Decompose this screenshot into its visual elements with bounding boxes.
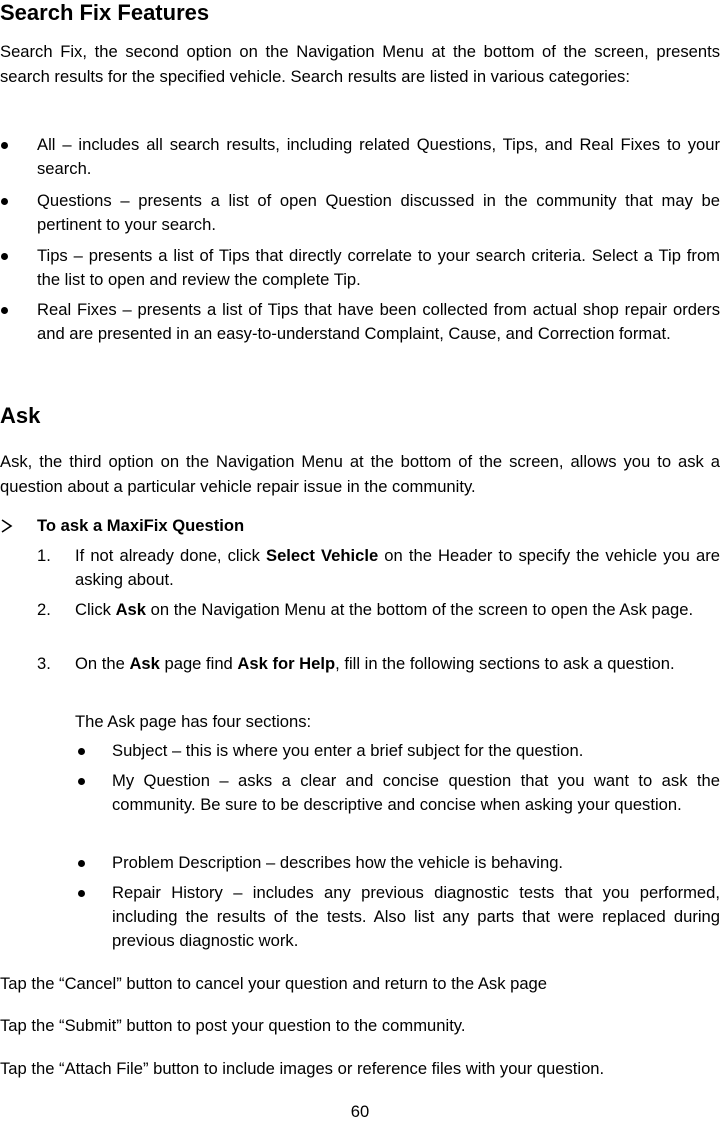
- section-text: Repair History – includes any previous diagnostic tests that you performed, including the results of the tests. Also list any parts that were replaced during previous diagnostic work.: [112, 883, 720, 950]
- bullet-icon: [1, 142, 8, 149]
- arrow-bullet-icon: [0, 514, 14, 538]
- attach-file-note: Tap the “Attach File” button to include images or reference files with your question.: [0, 1059, 605, 1078]
- bullet-icon: [78, 778, 85, 785]
- cancel-note: Tap the “Cancel” button to cancel your question and return to the Ask page: [0, 974, 548, 993]
- bullet-icon: [78, 748, 85, 755]
- bullet-text: All – includes all search results, including related Questions, Tips, and Real Fixes to your search.: [37, 135, 720, 178]
- bullet-icon: [78, 860, 85, 867]
- step-text: Click Ask on the Navigation Menu at the bottom of the screen to open the Ask page.: [75, 600, 694, 619]
- bullet-icon: [78, 890, 85, 897]
- bullet-icon: [1, 198, 8, 205]
- step-number: 1.: [37, 546, 51, 565]
- step-number: 3.: [37, 654, 51, 673]
- bullet-text: Questions – presents a list of open Question discussed in the community that may be pertinent to your search.: [37, 191, 720, 234]
- ask-intro: Ask, the third option on the Navigation Menu at the bottom of the screen, allows you to ask a question about a particular vehicle repair issue in the community.: [0, 452, 720, 496]
- section-text: My Question – asks a clear and concise question that you want to ask the community. Be sure to be descriptive and concise when asking your question.: [112, 771, 720, 814]
- section-text: Problem Description – describes how the vehicle is behaving.: [112, 853, 564, 872]
- page-number: 60: [350, 1102, 370, 1121]
- step-text: On the Ask page find Ask for Help, fill in the following sections to ask a question.: [75, 654, 675, 673]
- bullet-text: Real Fixes – presents a list of Tips that have been collected from actual shop repair orders and are presented in an easy-to-understand Complaint, Cause, and Correction format.: [37, 300, 720, 343]
- bullet-text: Tips – presents a list of Tips that directly correlate to your search criteria. Select a Tip from the list to open and review the complete Tip.: [37, 246, 720, 289]
- bullet-icon: [1, 253, 8, 260]
- search-fix-heading: Search Fix Features: [0, 0, 210, 25]
- bullet-icon: [1, 307, 8, 314]
- sections-intro: The Ask page has four sections:: [75, 712, 312, 731]
- step-number: 2.: [37, 600, 51, 619]
- submit-note: Tap the “Submit” button to post your question to the community.: [0, 1016, 466, 1035]
- ask-heading: Ask: [0, 403, 41, 428]
- search-fix-intro: Search Fix, the second option on the Navigation Menu at the bottom of the screen, presents search results for the specified vehicle. Search results are listed in various categories:: [0, 42, 720, 86]
- step-text: If not already done, click Select Vehicle on the Header to specify the vehicle you are asking about.: [75, 546, 720, 589]
- procedure-title: To ask a MaxiFix Question: [37, 516, 245, 535]
- section-text: Subject – this is where you enter a brief subject for the question.: [112, 741, 584, 760]
